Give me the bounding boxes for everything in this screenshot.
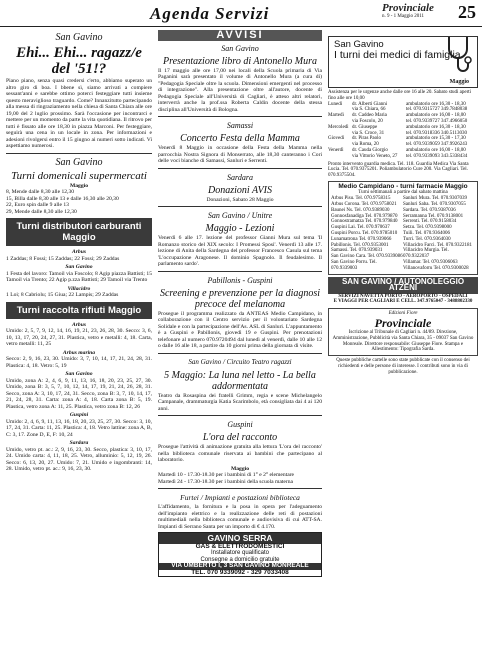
masthead-box	[328, 308, 478, 356]
divider	[158, 116, 322, 117]
section-title: Agenda Servizi	[150, 4, 270, 23]
notice-title: Maggio - Lezioni	[205, 223, 275, 234]
divider	[158, 488, 322, 489]
notice-place: Guspini	[227, 420, 253, 429]
waste-text: Umido, vetro pt. ac.: 2, 9, 16, 23, 30. Secco, plastica: 3, 10, 17, 24. Umido carta: 4, 11, 18, 25. Vetro, alluminio: 5, 12, 19, 26. Secco: 6, 13, 20, 27. Umido: 7, 21. Umido e ingombranti: 14, 28. Umido, vetro pt. ac.: 9, 16, 23, 30.	[6, 446, 152, 472]
doctor-row: Martedì dr. Caddeo Maria ambulatorio ore 16,00 - 18,00	[328, 113, 466, 119]
brand-logo: Provinciale	[382, 2, 434, 14]
column-right	[328, 30, 478, 376]
pharmacy-item: Villacidro Farci. Tel. 070.9322181	[403, 242, 472, 248]
notice-title: Presentazione libro di Antonello Mura	[162, 55, 318, 67]
doctor-row: via Vittorio Veneto, 27 tel. 070.9339093 343.5338434	[352, 153, 468, 159]
divider	[158, 415, 322, 416]
fuel-text: 1 Loi; 8 Cabriolu; 15 Giua; 22 Lampis; 29 Zaddas	[6, 292, 119, 298]
town-label: Arbus	[72, 249, 86, 255]
pharmacy-item: Villamar. Tel. 070.9306063	[403, 260, 458, 266]
doctors-intro: Assistenza per le urgenze anche dalle ore 16 alle 20. Sabato studi aperti fino alle ore 10,00	[328, 90, 472, 101]
masthead-text: Iscrizione al Tribunale di Cagliari n. 44/89. Direzione, Amministrazione, Pubblicità via Santa Chiara, 35 - 09037 San Gavino Monreale. Direttore responsabile: Giuseppe Fiore. Stampa e Allestimento: Tipografia Sarda.	[332, 330, 474, 353]
pharmacy-item: Serrenti. Tel. 070.9158034	[403, 219, 457, 225]
divider	[158, 353, 322, 354]
atzeni-ad-line: E VIAGGI PER CAGLIARI E CELL. 347.9765047 - 3488802330	[333, 299, 473, 305]
pharmacy-item: Arbus Pisu. Tel. 070.9758315	[331, 196, 391, 202]
pharmacy-item: Pabillonis. Tel. 070.9353001	[331, 242, 389, 248]
avvisi-band: AVVISI	[158, 30, 322, 41]
column-left	[6, 30, 152, 475]
disclaimer: Queste pubbliche cartelle sono state pubblicate con il consenso dei richiedenti e delle persone di interesse. I contributi sono in via di pubblicazione.	[336, 358, 470, 375]
supermarket-line: 22, Euro spin dalle 9 alle 13	[6, 202, 69, 208]
ad-title: GAVINO SERRA	[159, 533, 321, 544]
issue-date: n. 9 - 1 Maggio 2011	[382, 14, 425, 19]
article-body: Piano piano, senza quasi credersi c'erto, abbiamo superato un altro giro di boa. I bbene sì, siamo arrivati a compiere sessant'anni e sarebbe ottimo poterci festeggiare tutti insieme questo meraviglioso traguardo. Come? Innanzitutto partecipando alla messa di ringraziamento nella chiesa di Santa Chiara alle ore 19,00 del 2 luglio prossimo. Sarà l'occasione per incontrarci e mettere per un momento da parte la vita quotidiana. Il ritrovo per tutti è fissato alle ore 18,30 in piazza Marconi. Per festeggiare, seguirà una cena in un locale in zona. Per informazioni e adesioni rivolgersi entro il 15 giugno ai numeri sotto indicati. Vi aspettiamo numerosi.	[6, 78, 152, 149]
pharmacy-item: Setzu. Tel. 070.9398000	[403, 225, 452, 231]
ad-subtitle: GAS & ELETTRODOMESTICI	[195, 542, 285, 550]
town-label: Guspini	[69, 412, 89, 418]
pharmacy-item: Lunamatrona Tel. 070.939066	[331, 236, 392, 242]
masthead-brand: Provinciale	[374, 316, 432, 330]
ad-phone: TEL. 070 9339092 - 329 7033408	[191, 568, 289, 576]
supermarket-line: 29, Mende dalle 8,30 alle 12,30	[6, 208, 77, 215]
supermarket-line: 15, Billa dalle 8,30 alle 13 e dalle 16,30 alle 20,30	[6, 195, 119, 202]
pharmacy-item: Arbus Corona. Tel. 070.9758021	[331, 202, 397, 208]
notice-title: Furtei / Impianti e postazioni biblioteca	[180, 493, 300, 502]
town-label: Sardara	[69, 440, 89, 446]
schedule-line: Martedì 24 - 17.30-18.30 per i bambini della scuola materna	[158, 478, 293, 485]
doctor-row: Giovedì dr. Piras Paolo ambulatorio ore 15,30 - 17,30	[328, 136, 466, 142]
notice-title: Donazioni AVIS	[207, 184, 273, 196]
town-label: Arbus	[72, 321, 86, 328]
waste-text: Umido, zona A: 2, 4, 6, 9, 11, 13, 16, 18, 20, 23, 25, 27, 30. Umido, zona B: 3, 5, 7, 10, 12, 14, 17, 19, 21, 24, 26, 28, 31. Secco, zona A: 3, 10, 17, 24, 31. Secco, zona B: 3, 7, 10, 14, 17, 21, 24, 28, 31. Carta: zona A: 4, 18. Carta zona B: 5, 19. Plastica, vetro zona A: 11, 25. Plastica, vetro zona B: 12, 26	[6, 377, 152, 410]
notice-title: Screening e prevenzione per la diagnosi precoce del melanoma	[159, 287, 321, 310]
notice-body: Venerdì 6 alle 17. lezione del professor Gianni Mura sul tema 'Il Romanzo storico del XIX secolo: I Promessi Sposi'. Venerdì 13 alle 17. lezione di Anita della Sardegna del professor Francesco Casula sul tema 'L'occupazione Aragonese. Il dominio Spagnolo. Il feudalesimo. Il parlamento sardo'.	[158, 235, 322, 267]
doctors-note: Pronto intervento guardia medica. Tel. 118. Guardia Medica Via Santa Lucia. Tel. 070.9375201. Poliambulatorio Cure 200. Via Cagliari. Tel. 070.9375504.	[328, 161, 469, 179]
waste-text: Secco: 2, 9, 16, 23, 30. Umido: 3, 7, 10, 14, 17, 21, 24, 28, 31. Plastica: 4, 18. Vetro: 5, 19	[6, 356, 152, 369]
ad-gavino-serra	[158, 532, 322, 577]
town-label: Villacidro	[67, 285, 91, 292]
ad-line: Consegne a domicilio gratuite	[200, 556, 280, 563]
pharmacy-item: Gonnosfanadiga Tel. 070.979870	[331, 213, 398, 219]
month-label: Maggio	[69, 182, 89, 189]
notice-place: Pabillonis - Guspini	[207, 275, 273, 285]
page-number: 25	[458, 2, 476, 22]
waste-text: Umido: 2, 5, 7, 9, 12, 14, 16, 19, 21, 23, 26, 28, 30. Secco: 3, 6, 10, 13, 17, 20, 24, 27, 31. Plastica, vetro e metalli: 4, 18. Carta, vetro metalli: 11, 25	[6, 328, 152, 347]
doctor-row: Venerdì dr. Cauda Giorgio ambulatorio ore 16,00 - 18,00	[328, 147, 466, 153]
doctor-row: via S. Chiara, 66 tel. 070.9315727 349.7848038	[352, 107, 468, 113]
ad-line: Installatore qualificato	[210, 550, 270, 556]
pharmacy-item: Sanluri Mura. Tel. 070.9307039	[403, 196, 467, 202]
notice-body: Teatro da Rosaspina dei fratelli Grimm, regia e scene Michelangelo Campanale, drammaturgia Katia Scarimbolo, età consigliata dai 4 ai 120 anni.	[158, 392, 322, 412]
pharmacy-box	[328, 181, 478, 275]
notice-body: Il 17 maggio alle ore 17,00 nei locali della Scuola primaria di Via Paganini sarà presentato il volume di Antonello Mura (a cura di) "Pedagogia Speciale oltre la scuola. Dimensioni emergenti nel processo di integrazione". Alla presentazione oltre all'autore, docente di Pedagogia Speciale all'Università di Cagliari, è atteso altri relatori, interverrà anche la prof.ssa Roberta Caldin docente della stessa disciplina all'Università di Bologna.	[158, 67, 322, 113]
pharmacy-item: Villacidro Murgia. Tel. 070.9322037	[403, 248, 449, 260]
notice-place: San Gavino	[221, 43, 259, 53]
schedule-line: Martedì 10 - 17.30-18.30 per i bambini di 1° e 2° elementare	[158, 472, 295, 478]
notice-body: Venerdì 8 Maggio in occasione della Festa della Mamma nella parrocchia Nostra Signora di Monserrato, alle 18,30 canteranno i Cori delle voci bianche di Samassi, Sanluri e Serrenti.	[158, 145, 322, 164]
notice-place: San Gavino / Unitre	[207, 211, 273, 220]
article-title: Ehi... Ehi... ragazz/e del '51!?	[16, 45, 142, 77]
article-place: San Gavino	[55, 156, 103, 168]
fuel-text: 1 Festa del lavoro: Tamoil via Foscolo; 8 Agip piazza Battisti; 15 Tamoil via Trento; 22 Agip p.zza Battisti; 29 Tamoil via Trento	[6, 270, 152, 283]
notice-place: Sardara	[227, 172, 253, 182]
ad-address: VIA UMBERTO I, 3 SAN GAVINO MONREALE	[159, 563, 321, 570]
town-label: San Gavino	[65, 264, 93, 270]
pharmacy-item: Guspini Porcu. Tel. 070.9785010	[331, 231, 398, 237]
pharmacy-item: Guspini Lai. Tel. 070.970637	[331, 225, 390, 231]
atzeni-ad-title: SAN GAVINO / AUTONOLEGGIO ATZENI	[328, 277, 478, 294]
pharmacy-item: San Gavino Cara. Tel. 070.9339086	[331, 254, 403, 260]
doctors-month: Maggio	[449, 78, 469, 85]
pharmacy-title: Medio Campidano - turni farmacie Maggio	[338, 182, 468, 190]
article-place: San Gavino	[55, 32, 103, 43]
pharmacy-item: Baunei Ns. Tel. 070.9389030	[331, 207, 390, 213]
pharmacy-item: Gonnostramatza Tel. 070.979840	[331, 219, 398, 225]
notice-place: Samassi	[226, 121, 254, 130]
notice-body: Prosegue l'attività di animazione gratuita alla lettura 'L'ora del racconto' nella biblioteca comunale riservata ai bambini che partecipano al laboratorio.	[158, 444, 322, 463]
masthead-editor: Edizioni Fiore	[388, 311, 418, 317]
fuel-text: 1 Zaddas; 8 Fossi; 15 Zaddas; 22 Fossi; 29 Zaddas	[6, 255, 120, 262]
doctors-table	[328, 102, 478, 160]
notice-body: L'affidamento, la fornitura e la posa in opera per l'adeguamento dell'impianto elettrico e la realizzazione delle reti di postazioni multimediali nella biblioteca comunale e audiovisiva di cui ATT-SA. Impianti di Serrano Santa per un importo di € 4.170.	[158, 504, 322, 530]
town-label: Arbus marina	[62, 349, 96, 356]
divider	[158, 206, 322, 207]
waste-text: Umido: 2, 4, 6, 9, 11, 13, 16, 18, 20, 23, 25, 27, 30. Secco: 3, 10, 17, 24, 31. Carta: 11, 25. Plastica: 4, 18. Vetro lattine: zona A, B, C: 3, 17. Zone D, E, F: 10, 24	[6, 418, 152, 438]
pharmacy-item: Samassi. Tel. 070.939031	[331, 248, 383, 254]
doctor-row: via Roma, 20 tel. 070.9339059 347.9926243	[352, 142, 468, 148]
pharmacy-item: San Gavino Porru. Tel. 070.9339003	[331, 260, 377, 271]
pharmacy-item: Villanovaforru Tel. 070.9300028	[403, 265, 469, 271]
pharmacy-subtitle: Turni settimanali a partire dal sabato mattina	[358, 190, 448, 196]
pharmacy-list	[331, 196, 475, 271]
month-label: Maggio	[230, 465, 250, 472]
atzeni-ad-line: SERVIZI NAVETTA PORTO - AEROPORTO - OSPEDALI	[338, 293, 468, 299]
doctor-row: via Foscolo, 20 tel. 070.9339727 347.4966050	[352, 118, 468, 124]
page-header	[0, 0, 482, 27]
column-middle	[158, 30, 322, 577]
divider	[158, 271, 322, 272]
article-title: Turni domenicali supermercati	[11, 169, 147, 182]
doctors-title: I turni dei medici di famiglia	[334, 49, 461, 61]
supermarket-line: 8, Mende dalle 8,30 alle 12,30	[6, 189, 75, 195]
notice-body: Donazioni, Sabato 28 Maggio	[206, 196, 274, 203]
pharmacy-item: Sanluri Saba. Tel. 070.9307055	[403, 202, 466, 208]
doctor-row: Mercoledì dr. Giuseppe ambulatorio ore 16,30 - 18,30	[328, 124, 466, 130]
notice-title: 5 Maggio: La luna nel letto - La bella addormentata	[164, 369, 316, 392]
pharmacy-item: Tuili. Tel. 070.9364006	[403, 231, 451, 237]
pharmacy-item: Serramanna Tel. 070.9138001	[403, 213, 464, 219]
pharmacy-item: Sardara. Tel. 070.9387036	[403, 207, 456, 213]
fuel-band: Turni distributori carburanti Maggio	[6, 218, 152, 246]
doctor-row: via S. Croce, 31 tel. 070.9318336 340.5113030	[352, 130, 468, 136]
notice-body: Prosegue il programma realizzato da ANTEAS Medio Campidano, in collaborazione con il Centro servizio per il volontariato Sardegna Solidale e con la partecipazione dell'As. ASL di Sanluri. L'appuntamento è a Guspini e Pabillonis, giovedì 19 e Guspini. Per prenotazioni telefonare al numero 070.9720494 dal lunedì al venerdì, dalle 10 alle 12 o dalle 16 alle 18, a partire da 10 giorni prima della giornata di visite.	[158, 310, 322, 349]
divider	[6, 153, 152, 154]
waste-band: Turni raccolta rifiuti Maggio	[6, 302, 152, 319]
notice-title: Concerto Festa della Mamma	[180, 133, 300, 144]
doctors-place: San Gavino	[334, 39, 384, 50]
doctors-header-box	[328, 36, 478, 88]
divider	[158, 168, 322, 169]
pharmacy-item: Turri. Tel. 070.9364030	[403, 236, 451, 242]
town-label: San Gavino	[65, 371, 93, 377]
notice-place: San Gavino / Circuito Teatro ragazzi	[188, 357, 292, 366]
doctor-row: Lunedì dr. Alberti Gianni ambulatorio ore 16,30 - 18,30	[328, 101, 466, 107]
notice-title: L'ora del racconto	[202, 432, 278, 443]
stethoscope-icon	[443, 35, 473, 77]
